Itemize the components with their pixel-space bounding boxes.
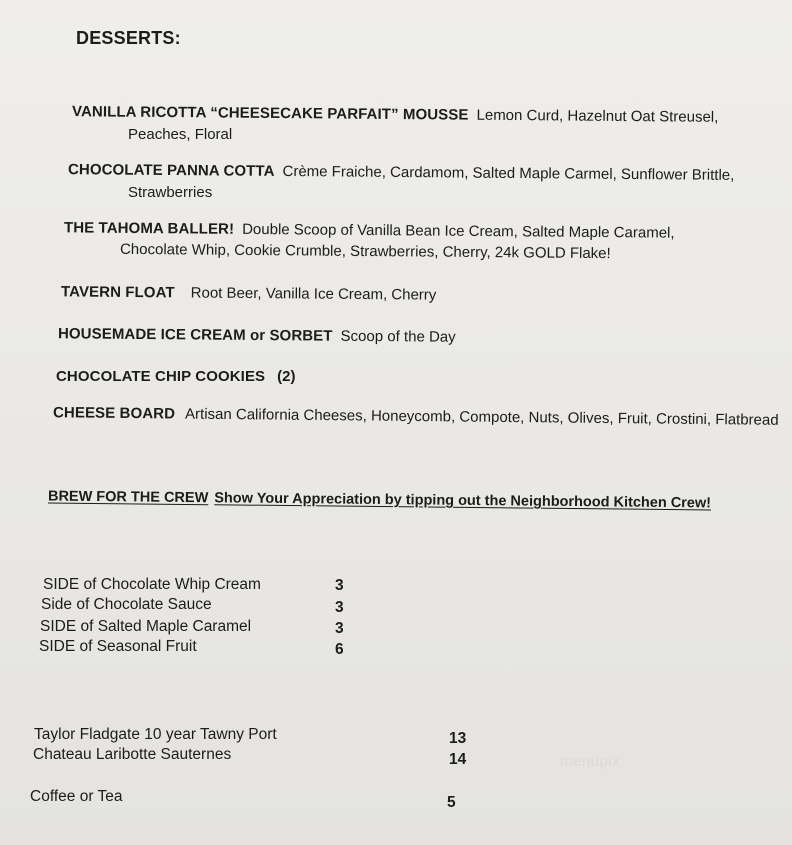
item-description: Lemon Curd, Hazelnut Oat Streusel,	[476, 106, 719, 126]
side-item-label: Side of Chocolate Sauce	[41, 596, 212, 613]
item-name: VANILLA RICOTTA “CHEESECAKE PARFAIT” MOUSSE	[71, 103, 469, 124]
item-description-continued: Chocolate Whip, Cookie Crumble, Strawberries, Cherry, 24k GOLD Flake!	[119, 240, 611, 263]
item-description: Crème Fraiche, Cardamom, Salted Maple Carmel, Sunflower Brittle,	[282, 162, 735, 184]
item-description: Scoop of the Day	[340, 327, 456, 346]
item-description-continued: Peaches, Floral	[128, 126, 233, 143]
brew-description: Show Your Appreciation by tipping out the Neighborhood Kitchen Crew!	[214, 490, 712, 512]
item-name: TAVERN FLOAT	[60, 283, 175, 302]
menu-item	[56, 366, 296, 388]
drink-item-price: 13	[449, 730, 467, 747]
side-item-label: SIDE of Salted Maple Caramel	[40, 618, 252, 635]
item-description: Artisan California Cheeses, Honeycomb, Compote, Nuts, Olives, Fruit, Crostini, Flatbread	[184, 405, 779, 429]
item-description: Root Beer, Vanilla Ice Cream, Cherry	[190, 284, 437, 304]
side-item-price: 3	[335, 577, 344, 594]
item-description: (2)	[277, 368, 296, 385]
side-item-price: 3	[335, 599, 344, 616]
drink-item-label: Coffee or Tea	[30, 788, 123, 805]
drink-item-label: Chateau Laribotte Sauternes	[33, 746, 232, 763]
drink-item-price: 14	[449, 751, 467, 768]
side-item-label: SIDE of Chocolate Whip Cream	[43, 576, 261, 593]
menu-item	[58, 323, 456, 348]
drink-item-label: Taylor Fladgate 10 year Tawny Port	[34, 726, 277, 743]
menu-item	[53, 402, 779, 432]
item-name: CHOCOLATE CHIP COOKIES	[56, 368, 266, 385]
side-item-label: SIDE of Seasonal Fruit	[39, 638, 197, 655]
menu-item	[72, 101, 719, 129]
menu-item	[68, 159, 735, 187]
menu-item	[61, 281, 437, 306]
brew-name: BREW FOR THE CREW	[47, 488, 209, 507]
item-name: CHOCOLATE PANNA COTTA	[67, 161, 275, 180]
watermark: menupix	[560, 753, 621, 770]
side-item-price: 6	[335, 641, 344, 658]
drink-item-price: 5	[447, 794, 456, 811]
brew-for-the-crew	[48, 489, 711, 512]
item-name: THE TAHOMA BALLER!	[63, 219, 235, 238]
item-description: Double Scoop of Vanilla Bean Ice Cream, Salted Maple Caramel,	[242, 220, 675, 242]
item-name: HOUSEMADE ICE CREAM or SORBET	[57, 325, 333, 345]
menu-title: DESSERTS:	[76, 28, 181, 48]
item-description-continued: Strawberries	[128, 184, 213, 201]
side-item-price: 3	[335, 620, 344, 637]
item-name: CHEESE BOARD	[52, 404, 176, 423]
